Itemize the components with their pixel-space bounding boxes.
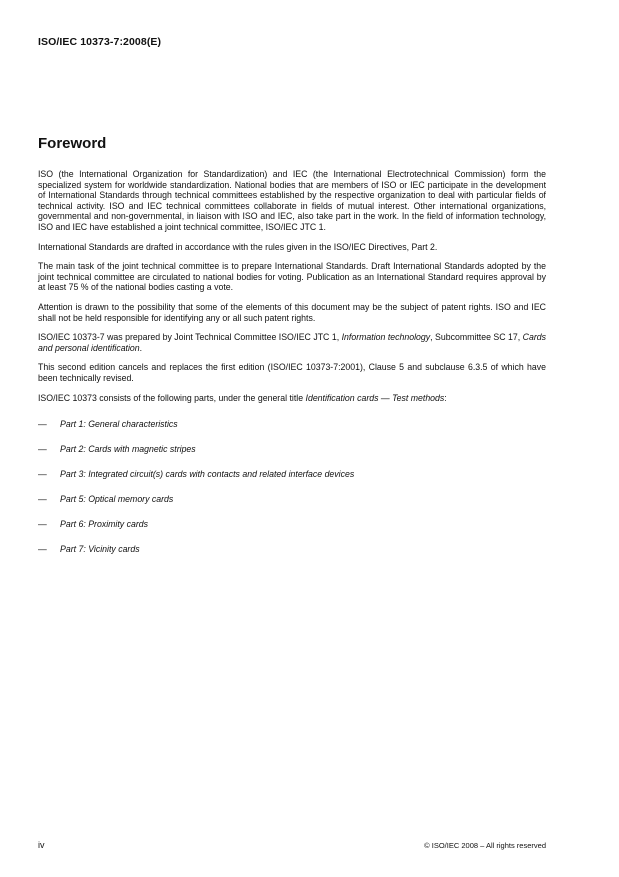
paragraph-patent-rights: Attention is drawn to the possibility that some of the elements of this document may be the subject of patent rights. ISO and IEC shall not be held responsible for identifying any or all such patent rights. bbox=[38, 301, 546, 323]
list-item bbox=[38, 494, 546, 519]
paragraph-jtc-task: The main task of the joint technical committee is to prepare International Standards. Draft International Standards adopted by the joint technical committee are circulated to national bodies for voting. Publication as an International Standard requires approval by at least 75 % of the national bodies casting a vote. bbox=[38, 261, 546, 293]
parts-intro-colon: : bbox=[444, 392, 447, 403]
subcommittee-title: Cards and personal identification bbox=[38, 332, 547, 353]
list-item bbox=[38, 444, 546, 469]
parts-intro-text: ISO/IEC 10373 consists of the following parts, under the general title bbox=[38, 392, 306, 403]
list-item-text: Part 6: Proximity cards bbox=[60, 519, 149, 530]
paragraph-parts-intro bbox=[38, 393, 546, 404]
list-dash: — bbox=[38, 444, 47, 455]
paragraph-prepared-by bbox=[38, 332, 546, 353]
prepared-by-end: . bbox=[139, 342, 143, 353]
page-number: iv bbox=[38, 840, 45, 850]
list-item-text: Part 2: Cards with magnetic stripes bbox=[60, 444, 196, 455]
paragraph-edition: This second edition cancels and replaces the first edition (ISO/IEC 10373-7:2001), Clause 5 and subclause 6.3.5 of which have been technically revised. bbox=[38, 362, 546, 383]
list-item-text: Part 5: Optical memory cards bbox=[60, 494, 174, 505]
list-item-text: Part 7: Vicinity cards bbox=[60, 544, 140, 555]
list-item bbox=[38, 519, 546, 544]
parts-list bbox=[38, 419, 546, 569]
subcommittee-text: , Subcommittee SC 17, bbox=[430, 332, 523, 343]
list-dash: — bbox=[38, 469, 47, 480]
list-dash: — bbox=[38, 419, 47, 430]
foreword-body bbox=[38, 169, 546, 569]
general-title: Identification cards — Test methods bbox=[305, 392, 445, 403]
copyright-notice: © ISO/IEC 2008 – All rights reserved bbox=[424, 841, 546, 850]
paragraph-iso-iec-intro: ISO (the International Organization for Standardization) and IEC (the International Electrotechnical Commission) form the specialized system for worldwide standardization. National bodies that are members of ISO or IEC participate in the development of International Standards through technical committees established by the respective organization to deal with particular fields of technical activity. ISO and IEC technical committees collaborate in fields of mutual interest. Other international organizations, governmental and non-governmental, in liaison with ISO and IEC, also take part in the work. In the field of information technology, ISO and IEC have established a joint technical committee, ISO/IEC JTC 1. bbox=[38, 169, 546, 232]
list-item bbox=[38, 419, 546, 444]
list-item bbox=[38, 469, 546, 494]
list-item bbox=[38, 544, 546, 569]
paragraph-directives: International Standards are drafted in accordance with the rules given in the ISO/IEC Directives, Part 2. bbox=[38, 241, 438, 252]
list-dash: — bbox=[38, 544, 47, 555]
document-id-header: ISO/IEC 10373-7:2008(E) bbox=[38, 36, 162, 48]
committee-title: Information technology bbox=[341, 332, 431, 343]
page-title: Foreword bbox=[38, 135, 107, 152]
prepared-by-text: ISO/IEC 10373-7 was prepared by Joint Technical Committee ISO/IEC JTC 1, bbox=[38, 332, 342, 343]
list-dash: — bbox=[38, 494, 47, 505]
list-item-text: Part 3: Integrated circuit(s) cards with contacts and related interface devices bbox=[60, 469, 355, 480]
list-dash: — bbox=[38, 519, 47, 530]
list-item-text: Part 1: General characteristics bbox=[60, 419, 178, 430]
